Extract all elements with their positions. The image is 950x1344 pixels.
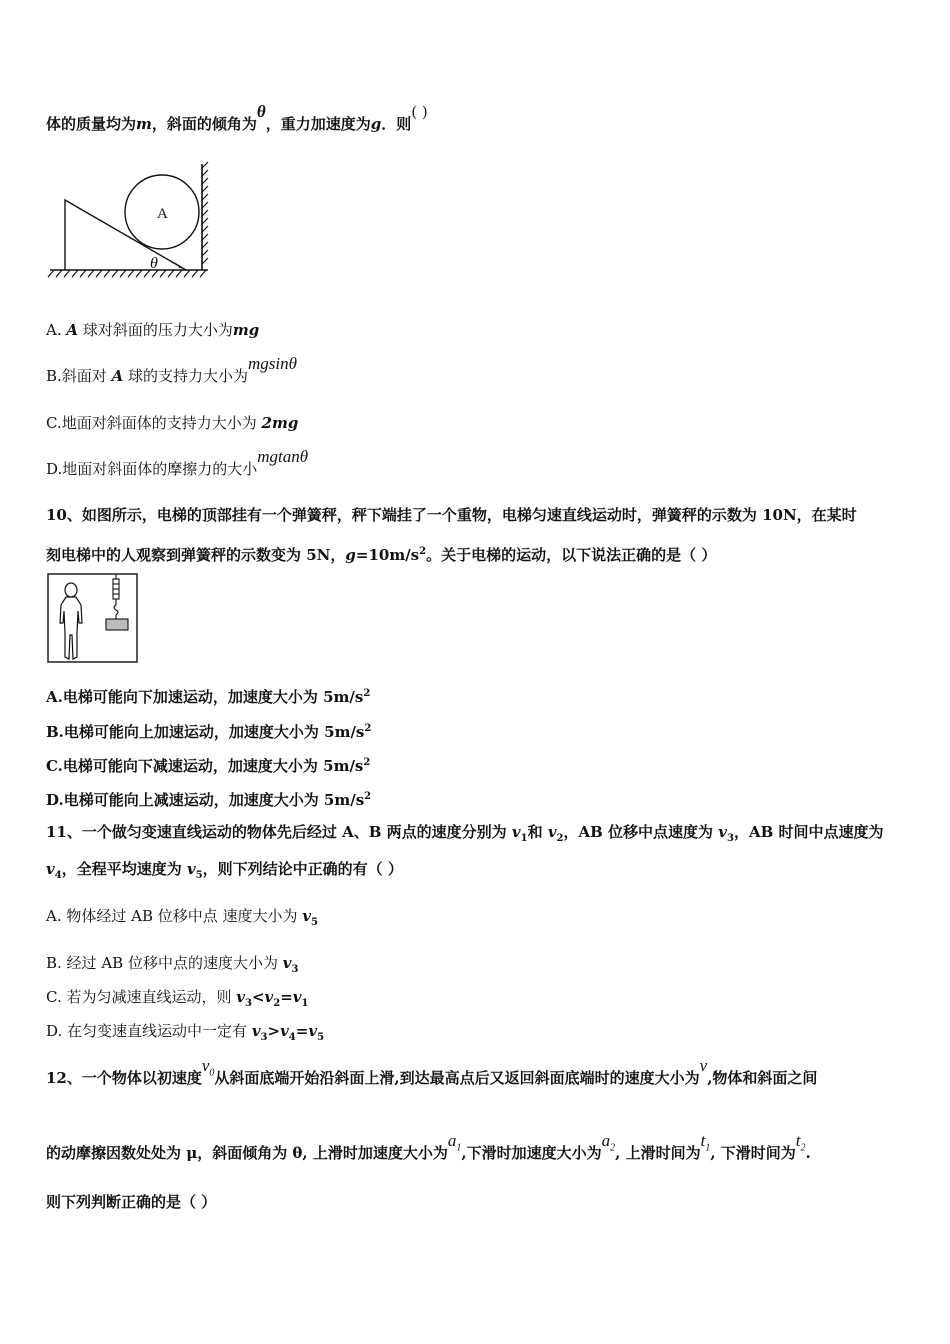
wall-hatching [202, 162, 208, 270]
answer-paren: ( ) [411, 103, 428, 121]
theta-symbol: θ [256, 102, 266, 121]
q11-stem-line-1: 11、一个做匀变速直线运动的物体先后经过 A、B 两点的速度分别为 $v_1$和 $v_2$，AB 位移中点速度为 $v_3$，AB 时间中点速度为 [46, 823, 884, 844]
q10-stem-line-1: 10、如图所示，电梯的顶部挂有一个弹簧秤，秤下端挂了一个重物，电梯匀速直线运动时，弹簧秤的示数为 10N，在某时 [46, 506, 857, 524]
q10-option-b: B.电梯可能向上加速运动，加速度大小为 $5m/s^2$ [46, 723, 372, 741]
q11-option-a: A. 物体经过 AB 位移中点 速度大小为 $v_5$ [46, 907, 318, 928]
angle-label: θ [150, 255, 158, 272]
weight-block [106, 619, 128, 630]
ball-label: A [157, 206, 168, 222]
elevator-figure [47, 573, 139, 665]
q9-option-b: B.斜面对 A 球的支持力大小为mgsinθ [46, 354, 297, 385]
q10-option-a: A.电梯可能向下加速运动，加速度大小为 $5m/s^2$ [46, 688, 371, 706]
spring-scale [113, 574, 119, 619]
q9-option-c: C.地面对斜面体的支持力大小为 2mg [46, 414, 299, 432]
q12-stem-line-2: 的动摩擦因数处处为 μ，斜面倾角为 θ, 上滑时加速度大小为$a_1$,下滑时加速度大小为$a_2$, 上滑时间为$t_1$, 下滑时间为$t_2$. [46, 1131, 811, 1162]
person-outline [60, 583, 82, 659]
q12-stem-line-1: 12、一个物体以初速度$v_0$从斜面底端开始沿斜面上滑,到达最高点后又返回斜面底端时的速度大小为v,物体和斜面之间 [46, 1056, 818, 1087]
q11-option-b: B. 经过 AB 位移中点的速度大小为 $v_3$ [46, 954, 299, 975]
q11-option-d: D. 在匀变速直线运动中一定有 $v_3>v_4=v_5$ [46, 1022, 325, 1043]
q10-stem-line-2: 刻电梯中的人观察到弹簧秤的示数变为 5N，$g=10m/s^2$。关于电梯的运动，以下说法正确的是（ ） [46, 546, 717, 564]
q10-option-d: D.电梯可能向上减速运动，加速度大小为 $5m/s^2$ [46, 791, 372, 809]
q10-option-c: C.电梯可能向下减速运动，加速度大小为 $5m/s^2$ [46, 757, 371, 775]
incline-ball-figure [44, 160, 214, 282]
q9-option-a: A. A 球对斜面的压力大小为mg [46, 321, 260, 339]
q11-option-c: C. 若为匀减速直线运动，则 $v_3<v_2=v_1$ [46, 988, 309, 1009]
q12-stem-line-3: 则下列判断正确的是（ ） [46, 1193, 217, 1211]
elevator-box [48, 574, 137, 662]
ground-hatching [48, 270, 208, 277]
q9-stem-line: 体的质量均为m，斜面的倾角为θ，重力加速度为g．则( ) [46, 102, 428, 133]
q11-stem-line-2: $v_4$，全程平均速度为 $v_5$，则下列结论中正确的有（ ） [46, 860, 403, 881]
q9-option-d: D.地面对斜面体的摩擦力的大小mgtanθ [46, 447, 309, 478]
